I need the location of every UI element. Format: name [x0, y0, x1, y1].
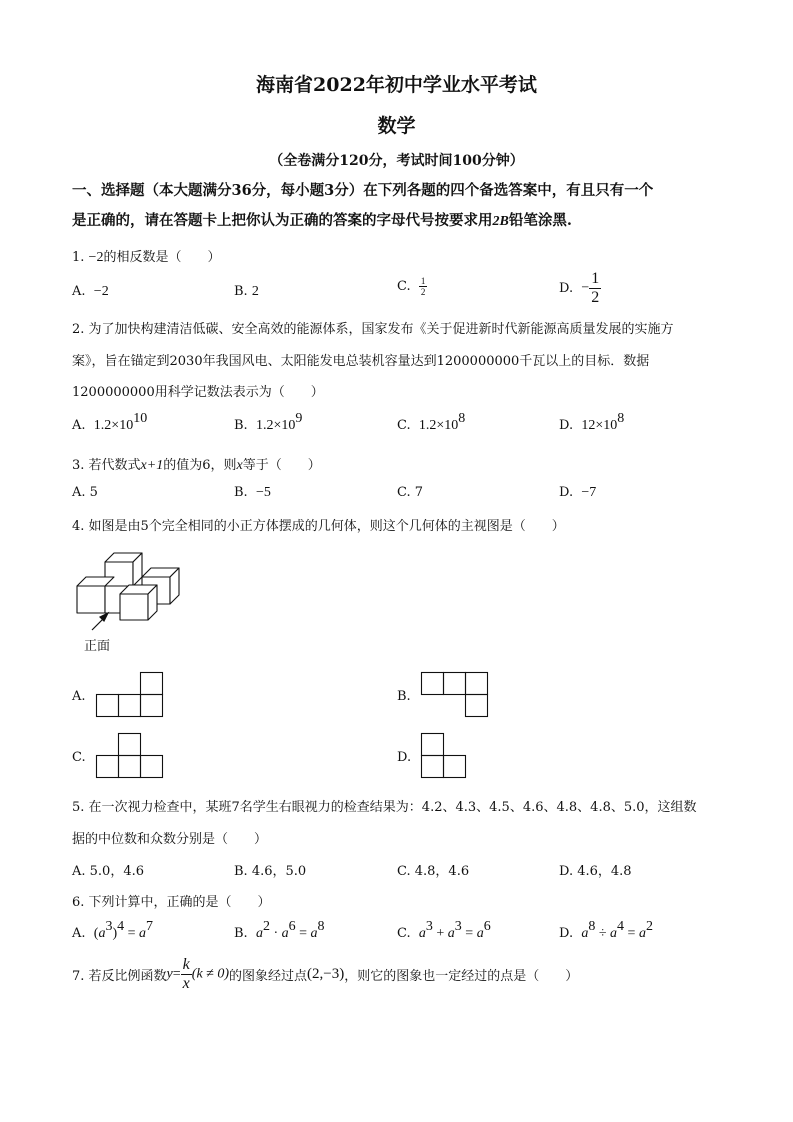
q7-fraction: $\frac{k}{x}$ — [182, 956, 190, 992]
q4-option-b-label: B. — [397, 689, 411, 704]
q4-option-d-label: D. — [397, 750, 412, 765]
q1-option-a: A. −2 — [72, 284, 109, 299]
q7-stem: 7. 若反比例函数y= $\frac{k}{x}$ (k ≠ 0)的图象经过点(2,−3)，则它的图象也一定经过的点是（ ） — [72, 956, 579, 992]
q5-option-d: D. 4.6，4.8 — [559, 864, 632, 879]
cube-right-front-front — [120, 594, 148, 620]
q1-option-d: D. − $\frac{1}{2}$ — [559, 270, 600, 306]
exam-note: （全卷满分120分，考试时间100分钟） — [269, 153, 524, 169]
q4-option-d-figure — [421, 733, 471, 781]
exam-subject: 数学 — [377, 115, 416, 137]
q5-stem-line1: 5. 在一次视力检查中，某班7名学生右眼视力的检查结果为：4.2、4.3、4.5、4.6、4.8、4.8、5.0，这组数 — [72, 800, 697, 815]
q1-option-d-fraction: $\frac{1}{2}$ — [591, 270, 600, 306]
q2-option-a: A. $1.2\times 10^{10}$ — [72, 411, 148, 433]
q2-option-b: B. $1.2\times 10^9$ — [234, 411, 303, 433]
front-arrow-head — [100, 613, 108, 621]
q3-option-b: B. −5 — [234, 485, 271, 500]
q3-stem: 3. 若代数式x+1的值为6，则x等于（ ） — [72, 458, 321, 473]
section-heading-line2: 是正确的，请在答题卡上把你认为正确的答案的字母代号按要求用2B铅笔涂黑. — [72, 212, 572, 229]
q4-stem: 4. 如图是由5个完全相同的小正方体摆成的几何体，则这个几何体的主视图是（ ） — [72, 519, 565, 534]
q2-option-d: D. $12\times 10^8$ — [559, 411, 625, 433]
q5-option-a: A. 5.0，4.6 — [72, 864, 145, 879]
section-heading — [72, 176, 732, 237]
q2-stem-line3: 1200000000用科学记数法表示为（ ） — [72, 385, 324, 400]
q6-option-a: A. $(a^3)^4 = a^7$ — [72, 919, 154, 941]
q2-stem-line1: 2. 为了加快构建清洁低碳、安全高效的能源体系，国家发布《关于促进新时代新能源高质量发展的实施方 — [72, 322, 674, 337]
q4-option-a-label: A. — [72, 689, 86, 704]
q3-option-c: C. 7 — [397, 485, 424, 500]
q4-option-c-figure — [96, 733, 166, 781]
q1-option-b: B. 2 — [234, 284, 259, 299]
q4-option-b-figure — [421, 672, 491, 720]
q5-option-b: B. 4.6，5.0 — [234, 864, 307, 879]
q5-option-c: C. 4.8，4.6 — [397, 864, 470, 879]
q1-option-c-fraction: $\frac{1}{2}$ — [420, 276, 426, 297]
q2-option-c: C. $1.2\times 10^8$ — [397, 411, 466, 433]
q6-stem: 6. 下列计算中，正确的是（ ） — [72, 895, 271, 910]
q3-option-a: A. 5 — [72, 485, 98, 500]
section-heading-line1: 一、选择题（本大题满分36分，每小题3分）在下列各题的四个备选答案中，有且只有一个 — [72, 182, 654, 199]
q6-option-b: B. $a^2 \cdot a^6 = a^8$ — [234, 919, 325, 941]
q1-option-c: C. $\frac{1}{2}$ — [397, 276, 426, 297]
exam-title: 海南省2022年初中学业水平考试 — [256, 74, 537, 96]
q1-stem: 1. −2的相反数是（ ） — [72, 250, 221, 265]
q3-option-d: D. −7 — [559, 485, 597, 500]
q4-front-label: 正面 — [84, 639, 111, 654]
cube-left-front — [77, 586, 105, 613]
q5-stem-line2: 据的中位数和众数分别是（ ） — [72, 832, 268, 847]
q6-option-d: D. $a^8 \div a^4 = a^2$ — [559, 919, 653, 941]
q4-option-c-label: C. — [72, 750, 86, 765]
q6-option-c: C. $a^3 + a^3 = a^6$ — [397, 919, 491, 941]
q4-option-a-figure — [96, 672, 166, 720]
q2-stem-line2: 案》，旨在锚定到2030年我国风电、太阳能发电总装机容量达到1200000000千瓦以上的目标．数据 — [72, 354, 650, 369]
